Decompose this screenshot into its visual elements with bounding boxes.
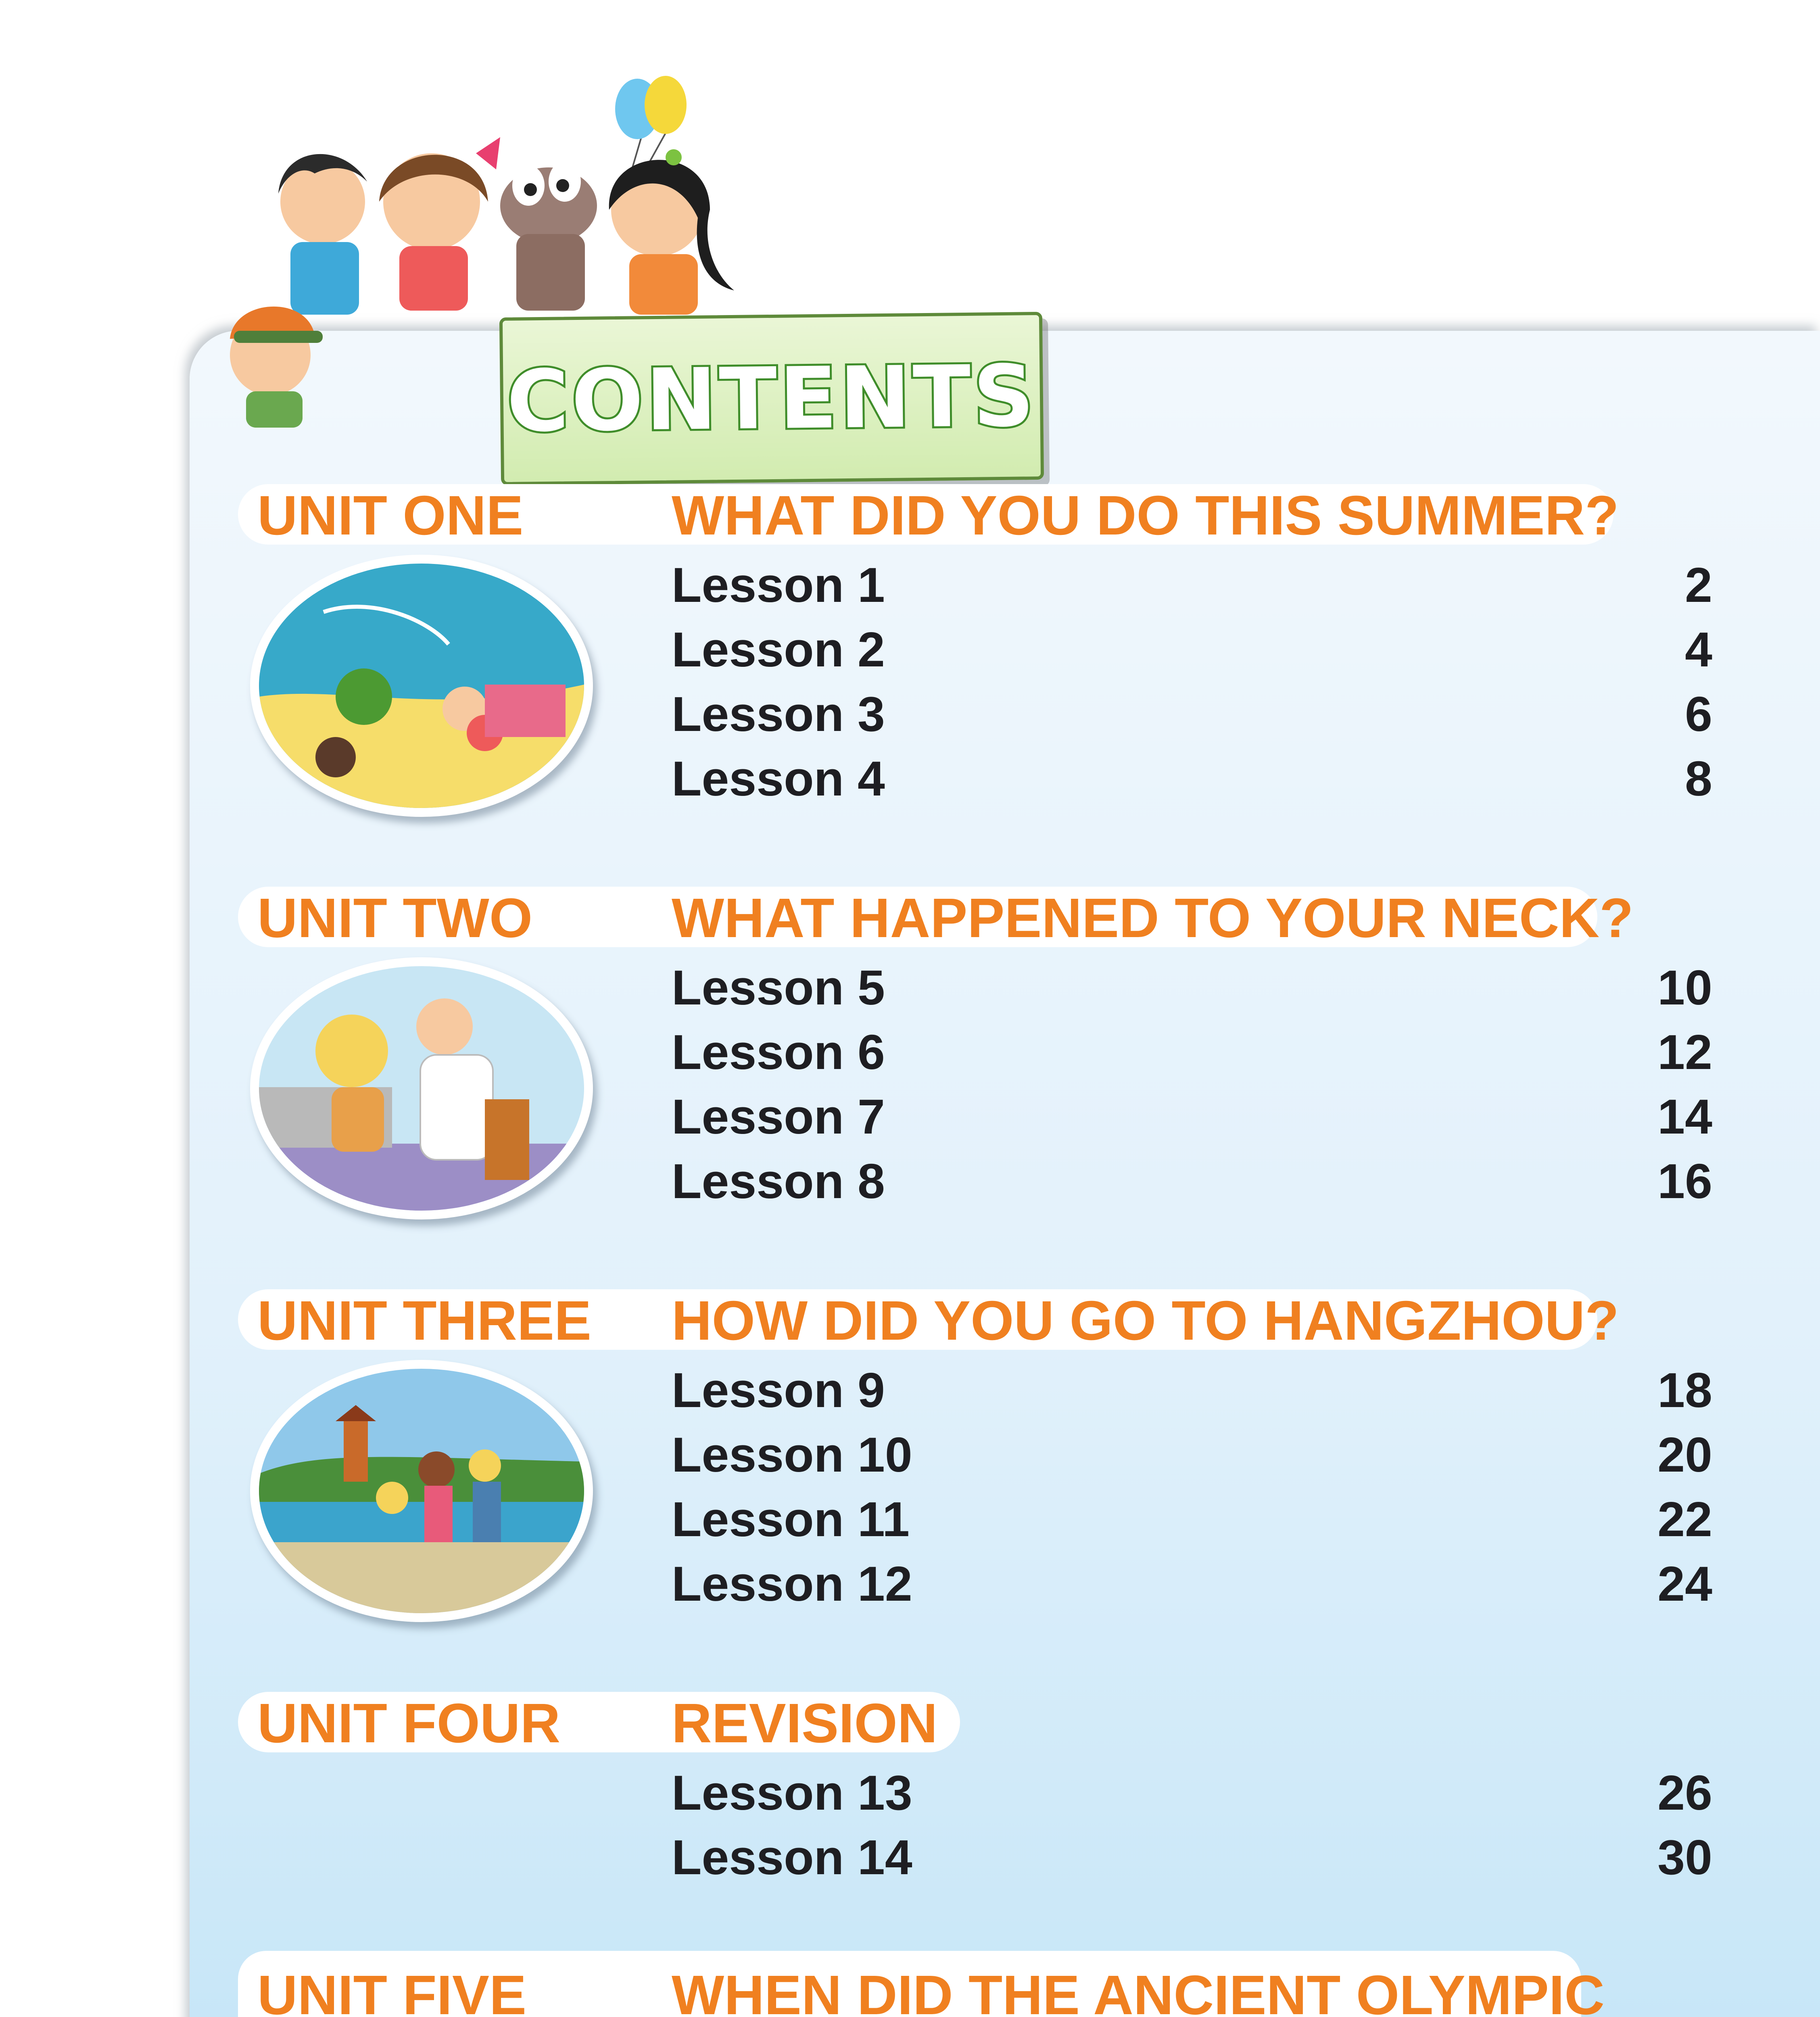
lesson-row[interactable] [672,1760,1712,1825]
lesson-row[interactable] [672,553,1712,617]
lesson-page-number: 20 [1657,1427,1712,1482]
lesson-label: Lesson 4 [672,751,885,806]
unit-two-illustration [250,957,593,1219]
lesson-page-number: 10 [1657,960,1712,1015]
unit-one-illustration [250,555,593,817]
lesson-page-number: 14 [1657,1089,1712,1144]
lesson-page-number: 4 [1685,622,1712,677]
lesson-row[interactable] [672,1422,1712,1487]
lesson-list [672,1760,1712,1890]
unit-name: UNIT FOUR [257,1692,561,1754]
lesson-row[interactable] [672,1825,1712,1890]
lesson-page-number: 16 [1657,1154,1712,1209]
lesson-list [672,1358,1712,1616]
lesson-label: Lesson 2 [672,622,885,677]
lesson-row[interactable] [672,746,1712,811]
lesson-page-number: 2 [1685,557,1712,612]
contents-banner [499,312,1044,485]
lesson-row[interactable] [672,682,1712,746]
lesson-page-number: 30 [1657,1830,1712,1885]
lesson-label: Lesson 12 [672,1556,912,1611]
lesson-list [672,553,1712,811]
unit-title: REVISION [672,1692,938,1754]
lesson-label: Lesson 7 [672,1089,885,1144]
lesson-row[interactable] [672,1149,1712,1213]
contents-header [210,73,1037,451]
lesson-page-number: 8 [1685,751,1712,806]
unit-title: WHAT DID YOU DO THIS SUMMER? [672,484,1619,547]
lesson-row[interactable] [672,1487,1712,1551]
lesson-page-number: 12 [1657,1025,1712,1079]
lesson-label: Lesson 3 [672,687,885,741]
lesson-page-number: 24 [1657,1556,1712,1611]
lesson-row[interactable] [672,1020,1712,1084]
lesson-label: Lesson 9 [672,1363,885,1418]
lesson-label: Lesson 13 [672,1765,912,1820]
lesson-row[interactable] [672,1551,1712,1616]
lesson-label: Lesson 14 [672,1830,912,1885]
lesson-label: Lesson 6 [672,1025,885,1079]
lesson-row[interactable] [672,1084,1712,1149]
lesson-label: Lesson 5 [672,960,885,1015]
unit-title: WHAT HAPPENED TO YOUR NECK? [672,887,1634,949]
unit-three-illustration [250,1360,593,1622]
lesson-page-number: 18 [1657,1363,1712,1418]
unit-title: HOW DID YOU GO TO HANGZHOU? [672,1290,1619,1352]
lesson-row[interactable] [672,955,1712,1020]
lesson-label: Lesson 1 [672,557,885,612]
lesson-row[interactable] [672,617,1712,682]
unit-name: UNIT TWO [257,887,533,949]
page-title: CONTENTS [506,346,1037,451]
lesson-label: Lesson 10 [672,1427,912,1482]
lesson-label: Lesson 8 [672,1154,885,1209]
lake-pagoda-scene-image [259,1369,584,1613]
unit-name: UNIT FIVE [257,1964,527,2017]
beach-scene-image [259,564,584,808]
lesson-list [672,955,1712,1213]
lesson-page-number: 6 [1685,687,1712,741]
unit-name: UNIT THREE [257,1290,591,1352]
unit-title-line-1: WHEN DID THE ANCIENT OLYMPIC [672,1964,1605,2017]
lesson-page-number: 22 [1657,1492,1712,1547]
doctor-scene-image [259,966,584,1211]
lesson-page-number: 26 [1657,1765,1712,1820]
unit-name: UNIT ONE [257,484,524,547]
lesson-label: Lesson 11 [672,1492,910,1547]
lesson-row[interactable] [672,1358,1712,1422]
